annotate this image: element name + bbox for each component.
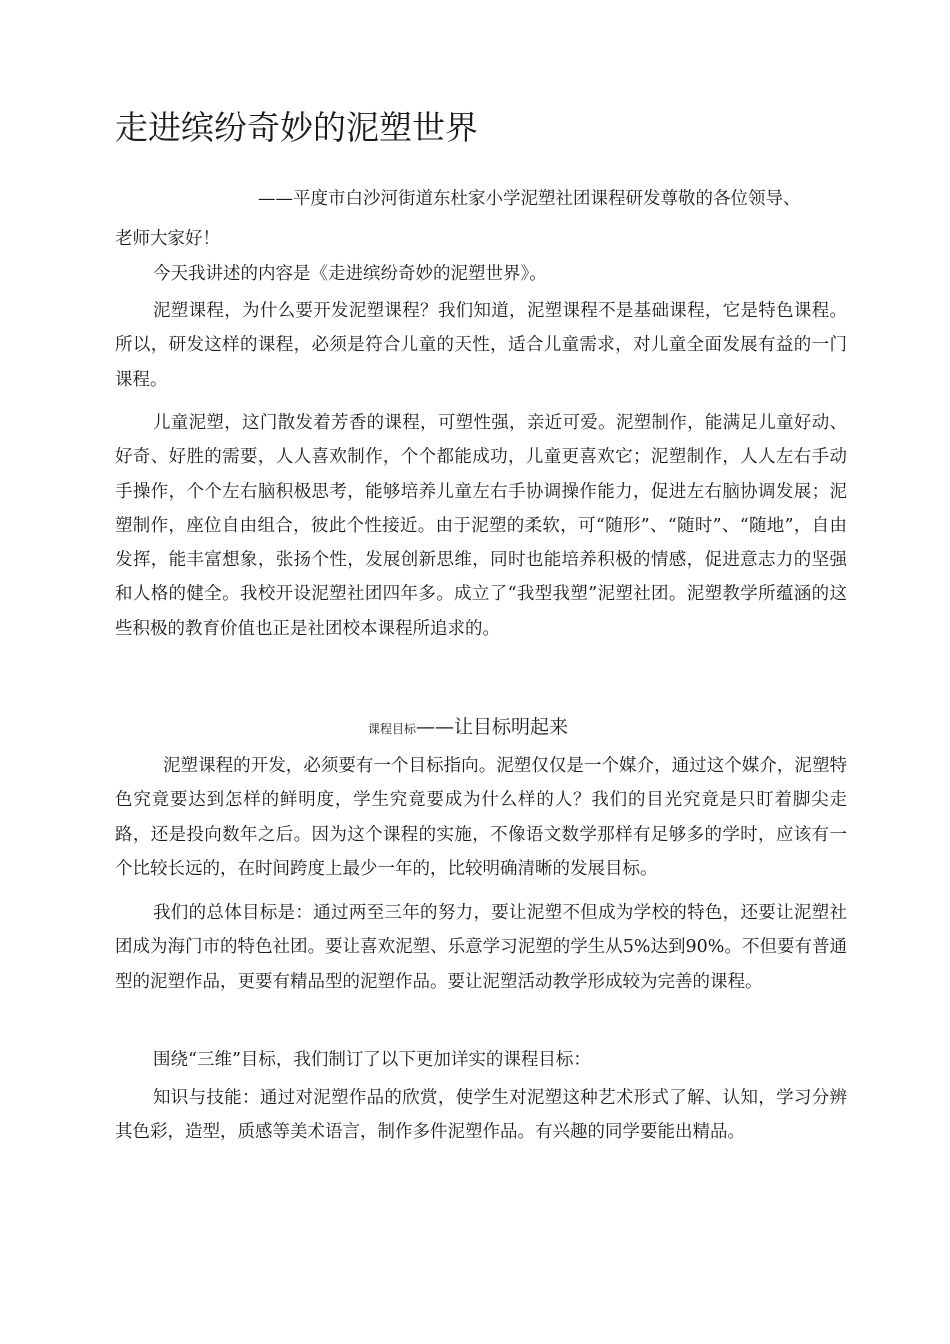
section-heading-label: 课程目标 xyxy=(368,722,417,736)
overall-goal-paragraph: 我们的总体目标是：通过两至三年的努力，要让泥塑不但成为学校的特色，还要让泥塑社团成为海门市的特色社团。要让喜欢泥塑、乐意学习泥塑的学生从5%达到90%。不但要有普通型的泥塑作品，更要有精品型的泥塑作品。要让泥塑活动教学形成较为完善的课程。 xyxy=(115,903,847,992)
document-title: 走进缤纷奇妙的泥塑世界 xyxy=(115,108,478,147)
section-heading-text: ——让目标明起来 xyxy=(416,716,569,738)
three-dimension-paragraph: 围绕“三维”目标，我们制订了以下更加详实的课程目标： xyxy=(153,1050,591,1070)
goal-direction-paragraph: 泥塑课程的开发，必须要有一个目标指向。泥塑仅仅是一个媒介，通过这个媒介，泥塑特色究竟要达到怎样的鲜明度，学生究竟要成为什么样的人？我们的目光究竟是只盯着脚尖走路，还是投向数年之后。因为这个课程的实施，不像语文数学那样有足够多的学时，应该有一个比较长远的，在时间跨度上最少一年的，比较明确清晰的发展目标。 xyxy=(115,756,847,879)
knowledge-skills-paragraph: 知识与技能：通过对泥塑作品的欣赏，使学生对泥塑这种艺术形式了解、认知，学习分辨其色彩，造型，质感等美术语言，制作多件泥塑作品。有兴趣的同学要能出精品。 xyxy=(115,1088,847,1143)
intro-paragraph: 今天我讲述的内容是《走进缤纷奇妙的泥塑世界》。 xyxy=(153,264,547,284)
section-heading-course-goals xyxy=(368,710,568,746)
document-subtitle: ——平度市白沙河街道东杜家小学泥塑社团课程研发尊敬的各位领导、 xyxy=(258,189,801,209)
children-clay-paragraph: 儿童泥塑，这门散发着芳香的课程，可塑性强，亲近可爱。泥塑制作，能满足儿童好动、好奇、好胜的需要，人人喜欢制作，个个都能成功，儿童更喜欢它；泥塑制作，人人左右手动手操作，个个左右脑积极思考，能够培养儿童左右手协调操作能力，促进左右脑协调发展；泥塑制作，座位自由组合，彼此个性接近。由于泥塑的柔软，可“随形”、“随时”、“随地”，自由发挥，能丰富想象，张扬个性，发展创新思维，同时也能培养积极的情感，促进意志力的坚强和人格的健全。我校开设泥塑社团四年多。成立了“我型我塑”泥塑社团。泥塑教学所蕴涵的这些积极的教育价值也正是社团校本课程所追求的。 xyxy=(115,413,847,639)
why-clay-paragraph: 泥塑课程，为什么要开发泥塑课程？我们知道，泥塑课程不是基础课程，它是特色课程。所以，研发这样的课程，必须是符合儿童的天性，适合儿童需求，对儿童全面发展有益的一门课程。 xyxy=(115,301,847,390)
greeting-paragraph: 老师大家好！ xyxy=(115,229,220,249)
